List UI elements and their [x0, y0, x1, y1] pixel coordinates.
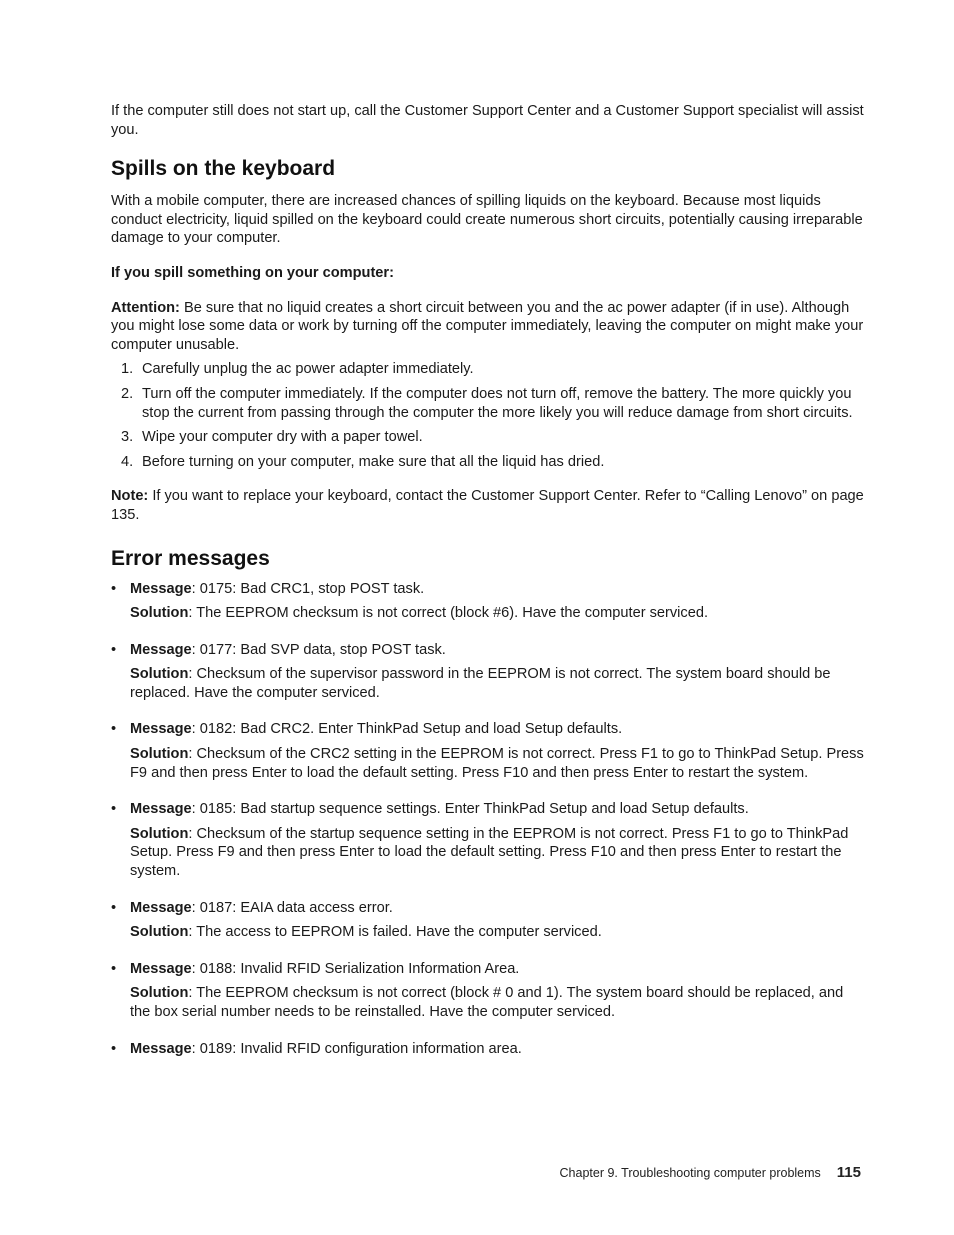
list-item [111, 453, 866, 472]
list-item [111, 360, 866, 379]
solution-label: Solution [130, 666, 189, 683]
bullet: • [111, 899, 117, 916]
bullet: • [111, 801, 117, 818]
solution-line [130, 665, 866, 702]
solution-text: : Checksum of the startup sequence setting in the EEPROM is not correct. Press F1 to go to ThinkPad Setup. Press F9 and then press Enter to load the default setting. Press F10 and then press Enter to restart the system. [130, 825, 849, 880]
message-label: Message [130, 899, 192, 916]
message-text: : 0177: Bad SVP data, stop POST task. [191, 641, 446, 658]
note-paragraph [111, 487, 866, 524]
step-text: Wipe your computer dry with a paper towel. [142, 429, 423, 446]
message-line [130, 960, 866, 979]
bullet: • [111, 960, 117, 977]
errors-heading: Error messages [111, 546, 270, 570]
list-item [111, 428, 866, 447]
solution-text: : Checksum of the supervisor password in the EEPROM is not correct. The system board should be replaced. Have the computer serviced. [130, 666, 831, 701]
message-label: Message [130, 721, 192, 738]
note-label: Note: [111, 488, 149, 505]
solution-text: : Checksum of the CRC2 setting in the EEPROM is not correct. Press F1 to go to ThinkPad Setup. Press F9 and then press Enter to load the default setting. Press F10 and then press Enter to restart the system. [130, 746, 864, 781]
message-label: Message [130, 1040, 192, 1057]
attention-text: Be sure that no liquid creates a short circuit between you and the ac power adapter (if in use). Although you might lose some data or work by turning off the computer immediately, leaving the computer on might make your computer unusable. [111, 299, 864, 353]
solution-line [130, 745, 866, 782]
spills-body: With a mobile computer, there are increased chances of spilling liquids on the keyboard. Because most liquids conduct electricity, liquid spilled on the keyboard could create numerous short circuits, potentially causing irreparable damage to your computer. [111, 193, 863, 247]
list-item [111, 800, 866, 880]
solution-line [130, 604, 866, 623]
intro-paragraph: If the computer still does not start up, call the Customer Support Center and a Customer Support specialist will assist you. [111, 103, 864, 138]
message-label: Message [130, 960, 192, 977]
solution-label: Solution [130, 605, 189, 622]
spills-heading: Spills on the keyboard [111, 157, 336, 181]
attention-paragraph [111, 299, 866, 355]
solution-label: Solution [130, 746, 189, 763]
bullet: • [111, 580, 117, 597]
note-text: If you want to replace your keyboard, contact the Customer Support Center. Refer to “Calling Lenovo” on page 135. [111, 488, 864, 523]
step-number: 3. [121, 429, 134, 446]
solution-line [130, 923, 866, 942]
chapter-title: Chapter 9. Troubleshooting computer problems [559, 1166, 821, 1180]
page-content [111, 102, 866, 1076]
error-messages-list [111, 580, 866, 1059]
attention-label: Attention: [111, 299, 180, 316]
list-item [111, 385, 866, 422]
list-item [111, 641, 866, 703]
list-item [111, 960, 866, 1022]
step-number: 4. [121, 453, 134, 470]
step-text: Turn off the computer immediately. If the computer does not turn off, remove the battery. The more quickly you stop the current from passing through the computer the more likely you will reduce damage from short circuits. [142, 385, 853, 421]
solution-label: Solution [130, 924, 189, 941]
bullet: • [111, 721, 117, 738]
message-text: : 0182: Bad CRC2. Enter ThinkPad Setup and load Setup defaults. [191, 721, 623, 738]
bullet: • [111, 641, 117, 658]
list-item [111, 1040, 866, 1059]
solution-text: : The access to EEPROM is failed. Have the computer serviced. [188, 924, 602, 941]
message-line [130, 800, 866, 819]
message-label: Message [130, 641, 192, 658]
page-footer [560, 1163, 861, 1183]
solution-text: : The EEPROM checksum is not correct (block # 0 and 1). The system board should be replaced, and the box serial number needs to be reinstalled. Have the computer serviced. [130, 985, 844, 1020]
solution-text: : The EEPROM checksum is not correct (block #6). Have the computer serviced. [188, 605, 708, 622]
solution-label: Solution [130, 825, 189, 842]
step-text: Carefully unplug the ac power adapter immediately. [142, 361, 474, 378]
message-line [130, 899, 866, 918]
message-line [130, 720, 866, 739]
solution-line [130, 984, 866, 1021]
spill-steps-list [111, 360, 866, 471]
step-number: 1. [121, 361, 134, 378]
list-item [111, 899, 866, 942]
message-text: : 0175: Bad CRC1, stop POST task. [191, 580, 425, 597]
message-line [130, 641, 866, 660]
bullet: • [111, 1040, 117, 1057]
solution-line [130, 825, 866, 881]
solution-label: Solution [130, 985, 189, 1002]
message-line [130, 1040, 866, 1059]
page-number: 115 [836, 1164, 861, 1181]
list-item [111, 580, 866, 623]
message-label: Message [130, 580, 192, 597]
step-text: Before turning on your computer, make sure that all the liquid has dried. [142, 453, 605, 470]
message-text: : 0189: Invalid RFID configuration information area. [191, 1040, 522, 1057]
list-item [111, 720, 866, 782]
message-text: : 0185: Bad startup sequence settings. Enter ThinkPad Setup and load Setup defaults. [191, 801, 749, 818]
message-line [130, 580, 866, 599]
message-text: : 0187: EAIA data access error. [191, 899, 393, 916]
step-number: 2. [121, 385, 134, 402]
spills-subheading: If you spill something on your computer: [111, 264, 394, 281]
message-label: Message [130, 801, 192, 818]
message-text: : 0188: Invalid RFID Serialization Information Area. [191, 960, 520, 977]
